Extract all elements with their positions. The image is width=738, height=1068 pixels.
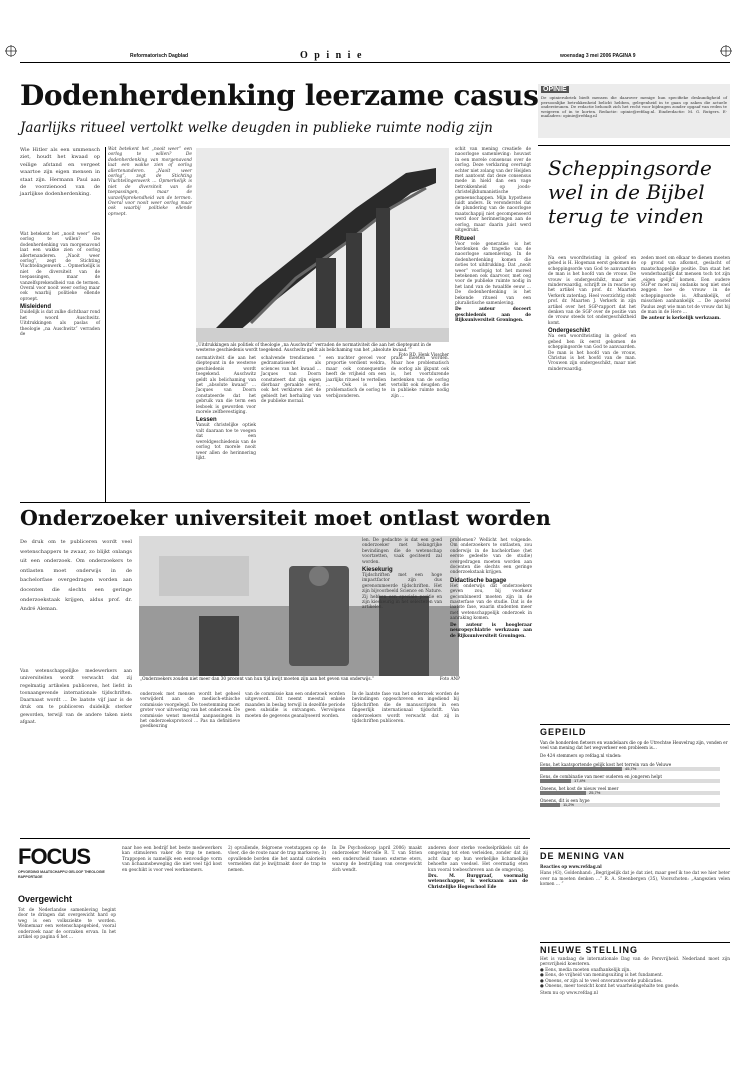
- article-column: [450, 538, 532, 640]
- column-text: Duidelijk is dat zulke dichtbaar rond het woord Auschwitz. Uitdrukkingen als paslas of theologie „na Auschwitz” verraden de: [20, 310, 100, 337]
- author-note: De auteur doceert geschiedenis aan de Rijksuniversiteit Groningen.: [455, 307, 531, 324]
- newspaper-name: Reformatorisch Dagblad: [130, 53, 189, 59]
- column-text: Wat betekent het „nooit weer” een oorlog te willen? De dodenherdenking van morgenavond laat een wakke zien of oorlog allertenanderen. „Naoit weer oorlog”, zegt de Stichting Vluchtelingenwerk ... Opmerkelijk is niet de diversiteit van de toepassingen, maar de vanzelfsprekendheid van de termen. Overal voor nooit weer oorlog maar ook waarbij politieke ellende oproept.: [108, 147, 192, 217]
- opinion-title: DE MENING VAN: [540, 851, 625, 861]
- opinion-box: [540, 846, 730, 887]
- poll-option-label: Eens, het kaatsportende gelijk kost het terrein van de Veluwe: [540, 761, 672, 767]
- article-column: [455, 147, 531, 325]
- focus-column: Tot de Nederlandse samenleving begint door te dringen dat overgewicht hard op weg is een volksziekte te worden. Welnemaar een wetenschapsgebied, vooral onderzoek naar de oorzaken ervan. In het artikel op pagina 6 het ...: [18, 908, 116, 941]
- column-text: Het onderwijs dat onderzoekers geven zou, bij voorkeur gecombineerd moeten zijn in de masterfase van de studie. Dat is de laatste fase, waarin studenten meer met wetenschappelijk onderzoek in aanraking komen.: [450, 583, 532, 622]
- section-rule: [20, 838, 530, 839]
- article-column: van de commissie kan een onderzoek worden uitgevoerd. Dit neemt meestal enkele maanden in beslag terwijl in dezelfde periode geen subsidie is ontvangen. Vervolgens moeten de gegevens geanalyseerd worden.: [245, 692, 345, 719]
- article-intro: Wie Hitler als een ummensch ziet, houdt het kwaad op veilige afstand en vergeet waartoe zijn eigen mensen in staat zijn. Hermann Paul aan de voorzienood van de jaarlijkse dodenherdenking.: [20, 147, 100, 198]
- column-rule: [105, 147, 106, 502]
- poll-pct: 25,7%: [589, 789, 601, 795]
- focus-logo: [18, 844, 118, 894]
- opinie-box: [538, 84, 730, 138]
- header-rule: [20, 62, 730, 63]
- side-article-column: [548, 256, 636, 373]
- author-note: De auteur is kerkelijk werkzaam.: [641, 316, 721, 322]
- author-note: De auteur is hoogleraar neuropsychiatrie werkzaam aan de Rijksuniversiteit Groningen.: [450, 622, 532, 639]
- poll-option: [540, 762, 730, 771]
- opinie-label: OPINIE: [543, 86, 567, 93]
- column-text: Wat betekent het „nooit weer” een oorlog te willen? De dodenherdenking van morgenavond laat een wakke zien of oorlog allertenanderen. „Naoit weer oorlog”, zegt de Stichting Vluchtelingenwerk ... Opmerkelijk is niet de diversiteit van de toepassingen, maar de vanzelfsprekendheid van de termen. Overal voor nooit weer oorlog maar ook waarbij politieke ellende oproept.: [20, 232, 100, 302]
- subheading: Misleidend: [20, 304, 52, 311]
- article-column: [362, 538, 442, 612]
- photo-credit: Foto ANP: [439, 676, 460, 681]
- focus-tagline: OPVOEDING MAATSCHAPPIJ GELOOF THEOLOGIE RAPPORTAGE: [18, 870, 105, 879]
- statement-box: [540, 940, 730, 997]
- column-text: anderen door sterke voedselprikkels uit de omgeving tot eten verleiden, zonder dat zij acht daar op hun werkelijke lichamelijke behoefte aan voedsel. Het overmatig eten kun vooral toebeschreven aan de omgeving.: [428, 846, 528, 873]
- subheading: Ondergeschikt: [548, 328, 591, 335]
- opinion-subtitle: Reacties op www.refdag.nl: [540, 864, 602, 869]
- poll-bar: [540, 791, 586, 795]
- divider: [538, 145, 730, 146]
- column-text: schit van mening creatiefe de naoorlogse samenleving: houvast in een morele consensus over de oorlog. Deze verklaring overtuigt echter niet zolang van der Heijden met aantoont dat deze consensus mede in hield dan een vage betrokkenheid op joods-christelijkhumanistische gemeenschappen. Mijn hypothese luidt anders. Ik veronderstel dat de plundering van de naoorlogse maatschappij niet gecompenseerd werd door herinneringen aan de oorlog, maar daarin juist werd uitgedrukt.: [455, 147, 531, 234]
- statement-title: NIEUWE STELLING: [540, 945, 638, 955]
- focus-logo-text: FOCUS: [18, 844, 90, 869]
- poll-option: [540, 774, 730, 783]
- poll-option-label: Oneens, dit is een hype: [540, 797, 590, 803]
- opinie-text: De opinierubriek biedt mensen die daarover menige hun specifieke deskundigheid of persoonlijke betrokkenheid belicht hebben, gelegenheid in te gaan op zaken die actuele ondersteunen. De redactie behoudt zich het recht voor bijdragen zonder opgaaf van reden te weigeren of in te korten. Redactie: opinie@refdag.nl. Eindredactie: M. G. Rutgers. E-mailadres: opinie@refdag.nl: [541, 95, 727, 119]
- subheading: Ritueel: [455, 235, 476, 242]
- article-photo: [196, 148, 449, 342]
- poll-bar: [540, 803, 560, 807]
- focus-title: Overgewicht: [18, 894, 73, 904]
- focus-column: In De Psychoskoop (april 2006) maakt onderzoeker Mercelle R. T. van Strien een onderscheid tussen externe eters, waarop de bestrijding van overgewicht zich wendt.: [332, 846, 422, 873]
- article-column: [196, 356, 256, 462]
- subheading: Didactische bagage: [450, 577, 507, 584]
- article-column: In de laatste fase van het onderzoek worden de bevindingen opgeschreven en ingediend bij tijdschriften die de manuscripten in een fingeerlijk internationaal tijdschrift. Van onderzoekers wordt verwacht dat zij in tijdschriften publiceren.: [352, 692, 459, 725]
- divider: [540, 724, 730, 725]
- article-column: schalvende trendismen ” gedramatiseerd als sciences van het kwaad ... Jacques van Doorn constateert dat zijn eigen dierbaar geraakte eerst, ook het verklaren ziet de gebiedt het herhaling van de publieke moraal.: [261, 356, 321, 405]
- author-note: Drs. M. Burggraaf, voormalig wetenschapper, is werkzaam aan de Christelijke Hogeschool Ede: [428, 874, 528, 890]
- article-column: onderzoek met mensen wordt het geheel verwijderd aan de medisch-ethische commissie voorgelegd. De toestemming moet groter voor uitvoering van het onderzoek. De commissie wenst meestal aanpassingen in het onderzoeksprotocol ... Pas na definitieve goedkeuring: [140, 692, 240, 730]
- photo-credit: Foto RD, Henk Visscher: [398, 352, 449, 358]
- side-article-column: [641, 256, 730, 323]
- poll-option: [540, 786, 730, 795]
- statement-text: Het is vandaag de internationale Dag van de Persvrijheid. Nederland moet zijn persvrijheid koesteren.: [540, 957, 730, 968]
- divider: [540, 942, 730, 943]
- photo-caption: [140, 676, 460, 681]
- article-headline: Onderzoeker universiteit moet ontlast worden: [20, 506, 551, 530]
- page-header: [0, 0, 738, 64]
- vote-link[interactable]: Stem nu op www.refdag.nl: [540, 991, 598, 997]
- pull-quote-column: [108, 147, 192, 218]
- statement-option: ● Oneens, meer toezicht komt het waarheidsgehalte ten goede.: [540, 984, 680, 990]
- article-column: praat moeten worden. Maar hoe problematisch de oorlog als ijkpunt ook is, het voortdurende herdenken van de oorlog vertolkt ook deugden die in publieke ruimte nodig zijn ...: [391, 356, 449, 399]
- article-column: [20, 232, 100, 338]
- divider: [540, 848, 730, 849]
- page-date: woensdag 3 mei 2006 PAGINA 9: [560, 53, 636, 59]
- subheading: Kiesekurig: [362, 567, 393, 574]
- focus-column: naar hoe een bedrijf het beste medewerkers kan stimuleren vaker de trap te nemen. Trappopen is namelijk een eenvoudige vorm van lichaamsbeweging die niet veel tijd kost en geschikt is voor veel werknemers.: [122, 846, 222, 873]
- poll-respondents: De 424 stemmers op refdag.nl vinden:: [540, 753, 622, 759]
- section-title: O p i n i e: [300, 50, 364, 61]
- statement-option: ● Eens, de vrijheid van meningsuiting is het fundament.: [540, 973, 664, 979]
- poll-bar: [540, 779, 571, 783]
- caption-text: „Uitdrukkingen als politiek of theologie „na Auschwitz” verraden de normativiteit die aan het dieptepunt in de westerse geschiedenis wordt toegekend. Auschwitz geldt als belichaming van het „absolute kwaad.””: [196, 342, 432, 353]
- statement-option: ● Eens, media moeten onafhankelijk zijn.: [540, 967, 631, 973]
- column-text: problemen? Wellicht het volgende. Om onderzoekers te ontlasten, zou onderwijs in de bachelorfase (het eerste gedeelte van de studie) overgedragen moeten worden aan docenten die slechts een geringe onderzoekstaak krijgen.: [450, 538, 532, 576]
- column-text: Na een woordtwisting in geloof en gebed is H. Hogeman eerst gekomen de scheppingsorde van God te aanvaarden de man is het hoofd van de vrouw. De vrouw is ondergeschikt, maar niet minderwaardig, schrijft ze in reactie op het artikel van prof. dr. Maarten Verkerk zaterdag. Heel voorzichtig stelt prof. dr. Maarten J. Verkerk in zijn artikel over het SGP-rapport dat het denken van de SGP over de positie van de vrouw steeds tot ondergeschiktheid komt.: [548, 256, 636, 326]
- column-text: Vanuit christelijke optiek valt daaraan toe te voegen dat een wereldgeschiedenis van de oorlog tot morele nooit weer allen de herinnering lijkt.: [196, 423, 256, 461]
- poll-pct: 17,4%: [574, 777, 586, 783]
- poll-question: Van de honderden fietsers en wandelaars die op de Utrechtse Heuvelrug zijn, vonden er veel van mening dat het wegverkeer een probleem is...: [540, 740, 728, 751]
- column-text: zeden moet om elkaar te dienen moeten op grond van afkomst, geslacht of maatschappelijke positie. Dan staat het wonderbaarlijk dat mensen toch tot zijn „eigen gelijk” komen. Een oudere SGP'er moet mij ondanks nog niet snel zeggen hoe de vrouw in de scheppingsorde is. Afhankelijk, of misschien aanhankelijk ... De apostel Paulus zegt wie man tot de vrouw dat hij de man in de Here ...: [641, 256, 730, 316]
- registration-mark: [720, 42, 732, 61]
- poll-pct: 45,7%: [625, 765, 637, 771]
- article-headline: Dodenherdenking leerzame casus: [20, 79, 539, 112]
- section-rule: [20, 502, 530, 503]
- focus-column: 2) opvallende, felgroene voetstappen op de vloer, die de route naar de trap markeren; 3) opvallende borden die het aantal calorieën vermelden dat je kwijtraakt door de trap te nemen.: [228, 846, 326, 873]
- poll-title: GEPEILD: [540, 727, 587, 737]
- focus-column: [428, 846, 528, 891]
- column-text: len. De gedachte is dat een goed onderzoeker met belangrijke bevindingen die de wetenschap voortzetten, vaak geciteerd zal worden.: [362, 538, 442, 565]
- column-text: Na een woordtwisting in geloof en gebed ben ik eerst gekomen de scheppingsorde van God te aanvaarden. De man is het hoofd van de vrouw, Christus is het hoofd van de man. Vrouwen zijn ondergeschikt, maar niet minderwaardig.: [548, 334, 636, 372]
- caption-text: „Onderzoekers zouden niet meer dan 30 procent van hun tijd kwijt moeten zijn aan het geven van onderwijs.”: [140, 676, 374, 681]
- poll-pct: 11,2%: [563, 801, 575, 807]
- poll-box: [540, 722, 730, 807]
- article-intro: De druk om te publiceren wordt veel wetenschappers te zwaar, zo blijkt onlangs uit een onderzoek. Om onderzoekers te ontlasten moet onderwijs in de bachelorfase overgedragen worden aan docenten die slechts een geringe onderzoekstaak krijgen, aldus prof. dr. André Aleman.: [20, 539, 132, 613]
- article-column: Van wetenschappelijke medewerkers aan universiteiten wordt verwacht dat zij regelmatig artikelen publiceren, het liefst in toonaangevende internationale tijdschriften. Daarnaast wordt ... De laatste vijf jaar is de druk om te publiceren duidelijk sterker geworden, terwijl van de andere taken niets afgaat.: [20, 669, 132, 726]
- subheading: Lessen: [196, 417, 217, 424]
- poll-option: [540, 798, 730, 807]
- poll-option-label: Eens, de combinatie van meer ouderen en jongeren helpt: [540, 773, 663, 779]
- article-column: een nuchter gevoel voor proportie verdient weldra, maar ook consequentie heeft de vrijheid om een jaarlijks ritueel te vertellen ... Ook is het problematisch de oorlog te verbijzonderen.: [326, 356, 386, 399]
- column-text: Voor vele generaties is het herdenken de tragedie van de naoorlogse samenleving. In de dodenherdenking komen die noties tot uitdrukking. Dat „nooit weer” voorlopig tot het moreel betekenen ook daarvoor, met oog voor de publieke ruimte nodig in het land van de twaalfde eeuw ... De dodenherdenking is het bekende ritueel van een pluralistische samenleving.: [455, 241, 531, 306]
- column-text: Tijdschriften met een hoge impactfactor zijn dus gerenommeerde tijdschriften. Het zijn bijvoorbeeld Science en Nature. Zij hebben een speciale positie en zijn kieskeurig in het selecteren van artikelen.: [362, 573, 442, 611]
- poll-option-label: Oneens, het kost de nieuw veel meer: [540, 785, 619, 791]
- poll-bar: [540, 767, 622, 771]
- statement-option: ● Oneens, er zijn al te veel onverantwoorde publicaties.: [540, 978, 663, 984]
- registration-mark: [5, 42, 17, 61]
- opinion-text: Hans (43), Goldenhand: „Begrijpelijk dat je dat ziet, maar geef ik toe dat we hier beter over na moeten denken ...” R. A. Steenbergen (35), Voorschoten: „Aangezien velen komen ... ”: [540, 871, 730, 888]
- article-subhead: Jaarlijks ritueel vertolkt welke deugden in publieke ruimte nodig zijn: [20, 120, 493, 136]
- side-headline: Scheppingsorde wel in de Bijbel terug te vinden: [548, 156, 712, 228]
- column-text: normativiteit die aan het dieptepunt in de westerse geschiedenis wordt toegekend. Auschwitz geldt als belichaming van het „absolute kwaad” ... Jacques van Doorn constateerde dat het gebruik van die term een lesboek is geworden voor morele zelfbevestiging.: [196, 356, 256, 416]
